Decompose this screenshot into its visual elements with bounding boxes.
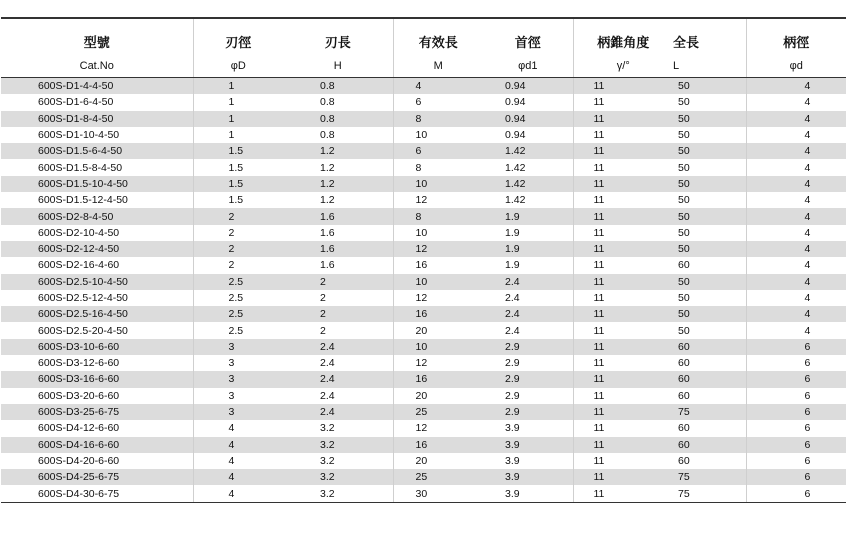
cell-blade-length: 2 [283, 322, 393, 338]
cell-taper-angle: 11 [573, 176, 673, 192]
cell-cat-no: 600S-D4-30-6-75 [1, 485, 193, 502]
cell-shank-diameter: 4 [746, 94, 846, 110]
cell-blade-length: 3.2 [283, 420, 393, 436]
cell-cat-no: 600S-D2-12-4-50 [1, 241, 193, 257]
cell-overall-length: 50 [673, 290, 746, 306]
cell-shank-diameter: 6 [746, 339, 846, 355]
header-gamma: γ/° [573, 55, 673, 78]
cell-blade-diameter: 1.5 [193, 176, 283, 192]
cell-neck-diameter: 2.9 [483, 388, 573, 404]
cell-overall-length: 60 [673, 437, 746, 453]
table-row [1, 322, 846, 338]
header-model: 型號 [1, 18, 193, 55]
cell-overall-length: 50 [673, 78, 746, 95]
cell-effective-length: 20 [393, 322, 483, 338]
cell-blade-diameter: 3 [193, 371, 283, 387]
table-row [1, 127, 846, 143]
header-effective-length: 有效長 [418, 35, 458, 50]
table-row [1, 241, 846, 257]
header-shank-diameter: 柄徑 [783, 35, 810, 50]
header-row-jp [1, 18, 846, 55]
cell-effective-length: 12 [393, 241, 483, 257]
table-header [1, 18, 846, 78]
cell-shank-diameter: 6 [746, 469, 846, 485]
cell-neck-diameter: 2.4 [483, 290, 573, 306]
header-phi-d-shank: φd [746, 55, 846, 78]
cell-blade-diameter: 4 [193, 437, 283, 453]
table-row [1, 192, 846, 208]
cell-overall-length: 60 [673, 257, 746, 273]
cell-overall-length: 75 [673, 469, 746, 485]
cell-cat-no: 600S-D4-12-6-60 [1, 420, 193, 436]
cell-blade-diameter: 2 [193, 257, 283, 273]
header-row-en [1, 55, 846, 78]
cell-blade-length: 0.8 [283, 127, 393, 143]
cell-blade-diameter: 2.5 [193, 274, 283, 290]
cell-taper-angle: 11 [573, 485, 673, 502]
cell-blade-diameter: 3 [193, 355, 283, 371]
cell-blade-diameter: 2 [193, 241, 283, 257]
cell-shank-diameter: 4 [746, 78, 846, 95]
cell-effective-length: 16 [393, 306, 483, 322]
cell-blade-diameter: 1 [193, 127, 283, 143]
cell-overall-length: 60 [673, 339, 746, 355]
cell-blade-length: 1.6 [283, 208, 393, 224]
cell-shank-diameter: 4 [746, 208, 846, 224]
cell-cat-no: 600S-D3-16-6-60 [1, 371, 193, 387]
cell-overall-length: 50 [673, 111, 746, 127]
cell-overall-length: 75 [673, 485, 746, 502]
cell-overall-length: 60 [673, 420, 746, 436]
cell-cat-no: 600S-D1.5-10-4-50 [1, 176, 193, 192]
cell-blade-length: 3.2 [283, 453, 393, 469]
cell-shank-diameter: 6 [746, 453, 846, 469]
table-body [1, 78, 846, 503]
cell-overall-length: 50 [673, 306, 746, 322]
cell-blade-diameter: 2 [193, 208, 283, 224]
cell-taper-angle: 11 [573, 127, 673, 143]
cell-taper-angle: 11 [573, 111, 673, 127]
cell-overall-length: 50 [673, 241, 746, 257]
table-row [1, 404, 846, 420]
cell-blade-length: 2 [283, 290, 393, 306]
cell-neck-diameter: 1.9 [483, 257, 573, 273]
cell-blade-length: 3.2 [283, 437, 393, 453]
header-blade-diameter: 刃徑 [225, 35, 252, 50]
cell-taper-angle: 11 [573, 290, 673, 306]
cell-effective-length: 20 [393, 453, 483, 469]
cell-neck-diameter: 1.9 [483, 208, 573, 224]
cell-overall-length: 50 [673, 176, 746, 192]
cell-shank-diameter: 4 [746, 127, 846, 143]
cell-blade-length: 2.4 [283, 404, 393, 420]
cell-effective-length: 12 [393, 192, 483, 208]
cell-shank-diameter: 4 [746, 306, 846, 322]
cell-taper-angle: 11 [573, 388, 673, 404]
cell-overall-length: 50 [673, 94, 746, 110]
cell-neck-diameter: 0.94 [483, 111, 573, 127]
cell-taper-angle: 11 [573, 192, 673, 208]
table-row [1, 159, 846, 175]
cell-blade-diameter: 3 [193, 339, 283, 355]
cell-cat-no: 600S-D3-12-6-60 [1, 355, 193, 371]
cell-overall-length: 60 [673, 371, 746, 387]
cell-blade-diameter: 2 [193, 225, 283, 241]
cell-taper-angle: 11 [573, 257, 673, 273]
cell-taper-angle: 11 [573, 225, 673, 241]
table-row [1, 78, 846, 95]
cell-cat-no: 600S-D1.5-8-4-50 [1, 159, 193, 175]
cell-taper-angle: 11 [573, 355, 673, 371]
table-row [1, 469, 846, 485]
cell-blade-length: 2 [283, 306, 393, 322]
cell-taper-angle: 11 [573, 371, 673, 387]
cell-shank-diameter: 4 [746, 274, 846, 290]
cell-cat-no: 600S-D2-10-4-50 [1, 225, 193, 241]
cell-blade-diameter: 1 [193, 94, 283, 110]
cell-effective-length: 4 [393, 78, 483, 95]
cell-taper-angle: 11 [573, 94, 673, 110]
table-row [1, 176, 846, 192]
cell-taper-angle: 11 [573, 143, 673, 159]
spec-table [1, 17, 846, 503]
cell-overall-length: 50 [673, 192, 746, 208]
cell-cat-no: 600S-D2.5-16-4-50 [1, 306, 193, 322]
cell-overall-length: 60 [673, 355, 746, 371]
cell-effective-length: 10 [393, 274, 483, 290]
cell-blade-length: 2.4 [283, 371, 393, 387]
cell-taper-angle: 11 [573, 241, 673, 257]
cell-overall-length: 60 [673, 388, 746, 404]
table-row [1, 290, 846, 306]
header-shank-taper-angle: 柄錐角度 [597, 35, 650, 50]
cell-effective-length: 25 [393, 404, 483, 420]
cell-cat-no: 600S-D4-25-6-75 [1, 469, 193, 485]
cell-effective-length: 12 [393, 290, 483, 306]
header-blade-length: 刃長 [283, 18, 393, 55]
table-row [1, 371, 846, 387]
cell-shank-diameter: 6 [746, 420, 846, 436]
table-row [1, 339, 846, 355]
cell-blade-diameter: 4 [193, 420, 283, 436]
cell-blade-length: 1.2 [283, 192, 393, 208]
cell-cat-no: 600S-D2.5-20-4-50 [1, 322, 193, 338]
cell-effective-length: 16 [393, 371, 483, 387]
cell-blade-length: 1.2 [283, 176, 393, 192]
cell-overall-length: 50 [673, 143, 746, 159]
cell-overall-length: 60 [673, 453, 746, 469]
table-row [1, 388, 846, 404]
cell-neck-diameter: 3.9 [483, 469, 573, 485]
cell-shank-diameter: 4 [746, 322, 846, 338]
cell-overall-length: 50 [673, 322, 746, 338]
cell-neck-diameter: 3.9 [483, 420, 573, 436]
header-phi-d1: φd1 [483, 55, 573, 78]
cell-effective-length: 8 [393, 159, 483, 175]
cell-cat-no: 600S-D2-8-4-50 [1, 208, 193, 224]
table-row [1, 453, 846, 469]
cell-neck-diameter: 3.9 [483, 485, 573, 502]
cell-effective-length: 12 [393, 355, 483, 371]
cell-overall-length: 50 [673, 208, 746, 224]
cell-cat-no: 600S-D1.5-6-4-50 [1, 143, 193, 159]
cell-effective-length: 8 [393, 208, 483, 224]
cell-neck-diameter: 1.42 [483, 159, 573, 175]
cell-blade-diameter: 1 [193, 111, 283, 127]
header-m: M [393, 55, 483, 78]
cell-effective-length: 10 [393, 176, 483, 192]
cell-shank-diameter: 4 [746, 143, 846, 159]
cell-neck-diameter: 0.94 [483, 94, 573, 110]
cell-neck-diameter: 2.9 [483, 371, 573, 387]
cell-effective-length: 20 [393, 388, 483, 404]
table-row [1, 225, 846, 241]
cell-shank-diameter: 4 [746, 225, 846, 241]
cell-shank-diameter: 6 [746, 355, 846, 371]
cell-blade-length: 1.2 [283, 143, 393, 159]
cell-blade-length: 1.6 [283, 225, 393, 241]
cell-shank-diameter: 6 [746, 371, 846, 387]
cell-neck-diameter: 3.9 [483, 437, 573, 453]
cell-effective-length: 25 [393, 469, 483, 485]
cell-cat-no: 600S-D3-25-6-75 [1, 404, 193, 420]
header-neck-diameter: 首徑 [483, 18, 573, 55]
cell-effective-length: 6 [393, 94, 483, 110]
cell-blade-length: 1.6 [283, 241, 393, 257]
cell-neck-diameter: 2.9 [483, 404, 573, 420]
cell-blade-length: 3.2 [283, 469, 393, 485]
cell-blade-diameter: 3 [193, 404, 283, 420]
cell-cat-no: 600S-D1.5-12-4-50 [1, 192, 193, 208]
cell-effective-length: 12 [393, 420, 483, 436]
cell-taper-angle: 11 [573, 208, 673, 224]
cell-overall-length: 50 [673, 159, 746, 175]
cell-taper-angle: 11 [573, 437, 673, 453]
cell-overall-length: 50 [673, 127, 746, 143]
cell-blade-diameter: 2.5 [193, 306, 283, 322]
cell-neck-diameter: 1.9 [483, 241, 573, 257]
cell-neck-diameter: 0.94 [483, 127, 573, 143]
cell-taper-angle: 11 [573, 78, 673, 95]
cell-taper-angle: 11 [573, 306, 673, 322]
cell-cat-no: 600S-D3-10-6-60 [1, 339, 193, 355]
cell-neck-diameter: 2.4 [483, 306, 573, 322]
cell-cat-no: 600S-D2.5-12-4-50 [1, 290, 193, 306]
cell-blade-length: 1.2 [283, 159, 393, 175]
cell-shank-diameter: 4 [746, 241, 846, 257]
cell-taper-angle: 11 [573, 469, 673, 485]
table-row [1, 274, 846, 290]
cell-taper-angle: 11 [573, 274, 673, 290]
cell-cat-no: 600S-D2.5-10-4-50 [1, 274, 193, 290]
header-overall-length: 全長 [673, 18, 746, 55]
table-row [1, 355, 846, 371]
cell-blade-diameter: 4 [193, 469, 283, 485]
cell-taper-angle: 11 [573, 159, 673, 175]
header-cat-no: Cat.No [1, 55, 193, 78]
cell-blade-diameter: 3 [193, 388, 283, 404]
table-row [1, 485, 846, 502]
cell-effective-length: 6 [393, 143, 483, 159]
cell-blade-length: 0.8 [283, 78, 393, 95]
cell-neck-diameter: 0.94 [483, 78, 573, 95]
cell-overall-length: 50 [673, 274, 746, 290]
table-row [1, 306, 846, 322]
cell-cat-no: 600S-D1-10-4-50 [1, 127, 193, 143]
cell-shank-diameter: 6 [746, 437, 846, 453]
cell-neck-diameter: 1.42 [483, 176, 573, 192]
cell-shank-diameter: 4 [746, 290, 846, 306]
cell-shank-diameter: 4 [746, 111, 846, 127]
cell-blade-diameter: 2.5 [193, 322, 283, 338]
cell-effective-length: 10 [393, 127, 483, 143]
cell-taper-angle: 11 [573, 322, 673, 338]
cell-blade-length: 0.8 [283, 111, 393, 127]
cell-shank-diameter: 6 [746, 404, 846, 420]
cell-blade-length: 2 [283, 274, 393, 290]
table-row [1, 143, 846, 159]
cell-blade-diameter: 1.5 [193, 159, 283, 175]
cell-blade-length: 1.6 [283, 257, 393, 273]
cell-neck-diameter: 3.9 [483, 453, 573, 469]
cell-blade-length: 2.4 [283, 339, 393, 355]
cell-shank-diameter: 6 [746, 485, 846, 502]
cell-shank-diameter: 4 [746, 159, 846, 175]
cell-blade-length: 0.8 [283, 94, 393, 110]
cell-cat-no: 600S-D1-6-4-50 [1, 94, 193, 110]
cell-blade-length: 3.2 [283, 485, 393, 502]
table-row [1, 94, 846, 110]
cell-cat-no: 600S-D1-4-4-50 [1, 78, 193, 95]
cell-blade-diameter: 1 [193, 78, 283, 95]
cell-cat-no: 600S-D1-8-4-50 [1, 111, 193, 127]
cell-blade-diameter: 4 [193, 453, 283, 469]
header-phi-d: φD [193, 55, 283, 78]
cell-cat-no: 600S-D2-16-4-60 [1, 257, 193, 273]
table-row [1, 257, 846, 273]
cell-cat-no: 600S-D4-20-6-60 [1, 453, 193, 469]
cell-taper-angle: 11 [573, 453, 673, 469]
cell-neck-diameter: 2.9 [483, 339, 573, 355]
table-row [1, 111, 846, 127]
cell-shank-diameter: 4 [746, 192, 846, 208]
cell-blade-length: 2.4 [283, 355, 393, 371]
cell-blade-diameter: 1.5 [193, 192, 283, 208]
cell-blade-length: 2.4 [283, 388, 393, 404]
cell-overall-length: 75 [673, 404, 746, 420]
cell-shank-diameter: 4 [746, 176, 846, 192]
cell-neck-diameter: 2.4 [483, 274, 573, 290]
cell-blade-diameter: 1.5 [193, 143, 283, 159]
cell-cat-no: 600S-D4-16-6-60 [1, 437, 193, 453]
cell-effective-length: 30 [393, 485, 483, 502]
cell-neck-diameter: 1.42 [483, 192, 573, 208]
cell-effective-length: 10 [393, 339, 483, 355]
cell-effective-length: 10 [393, 225, 483, 241]
cell-neck-diameter: 1.9 [483, 225, 573, 241]
cell-neck-diameter: 1.42 [483, 143, 573, 159]
header-l: L [673, 55, 746, 78]
cell-taper-angle: 11 [573, 404, 673, 420]
cell-taper-angle: 11 [573, 339, 673, 355]
cell-shank-diameter: 4 [746, 257, 846, 273]
cell-effective-length: 16 [393, 437, 483, 453]
cell-shank-diameter: 6 [746, 388, 846, 404]
cell-neck-diameter: 2.4 [483, 322, 573, 338]
cell-cat-no: 600S-D3-20-6-60 [1, 388, 193, 404]
table-row [1, 437, 846, 453]
cell-taper-angle: 11 [573, 420, 673, 436]
table-row [1, 420, 846, 436]
cell-effective-length: 8 [393, 111, 483, 127]
cell-blade-diameter: 2.5 [193, 290, 283, 306]
cell-overall-length: 50 [673, 225, 746, 241]
cell-effective-length: 16 [393, 257, 483, 273]
table-row [1, 208, 846, 224]
cell-blade-diameter: 4 [193, 485, 283, 502]
header-h: H [283, 55, 393, 78]
cell-neck-diameter: 2.9 [483, 355, 573, 371]
